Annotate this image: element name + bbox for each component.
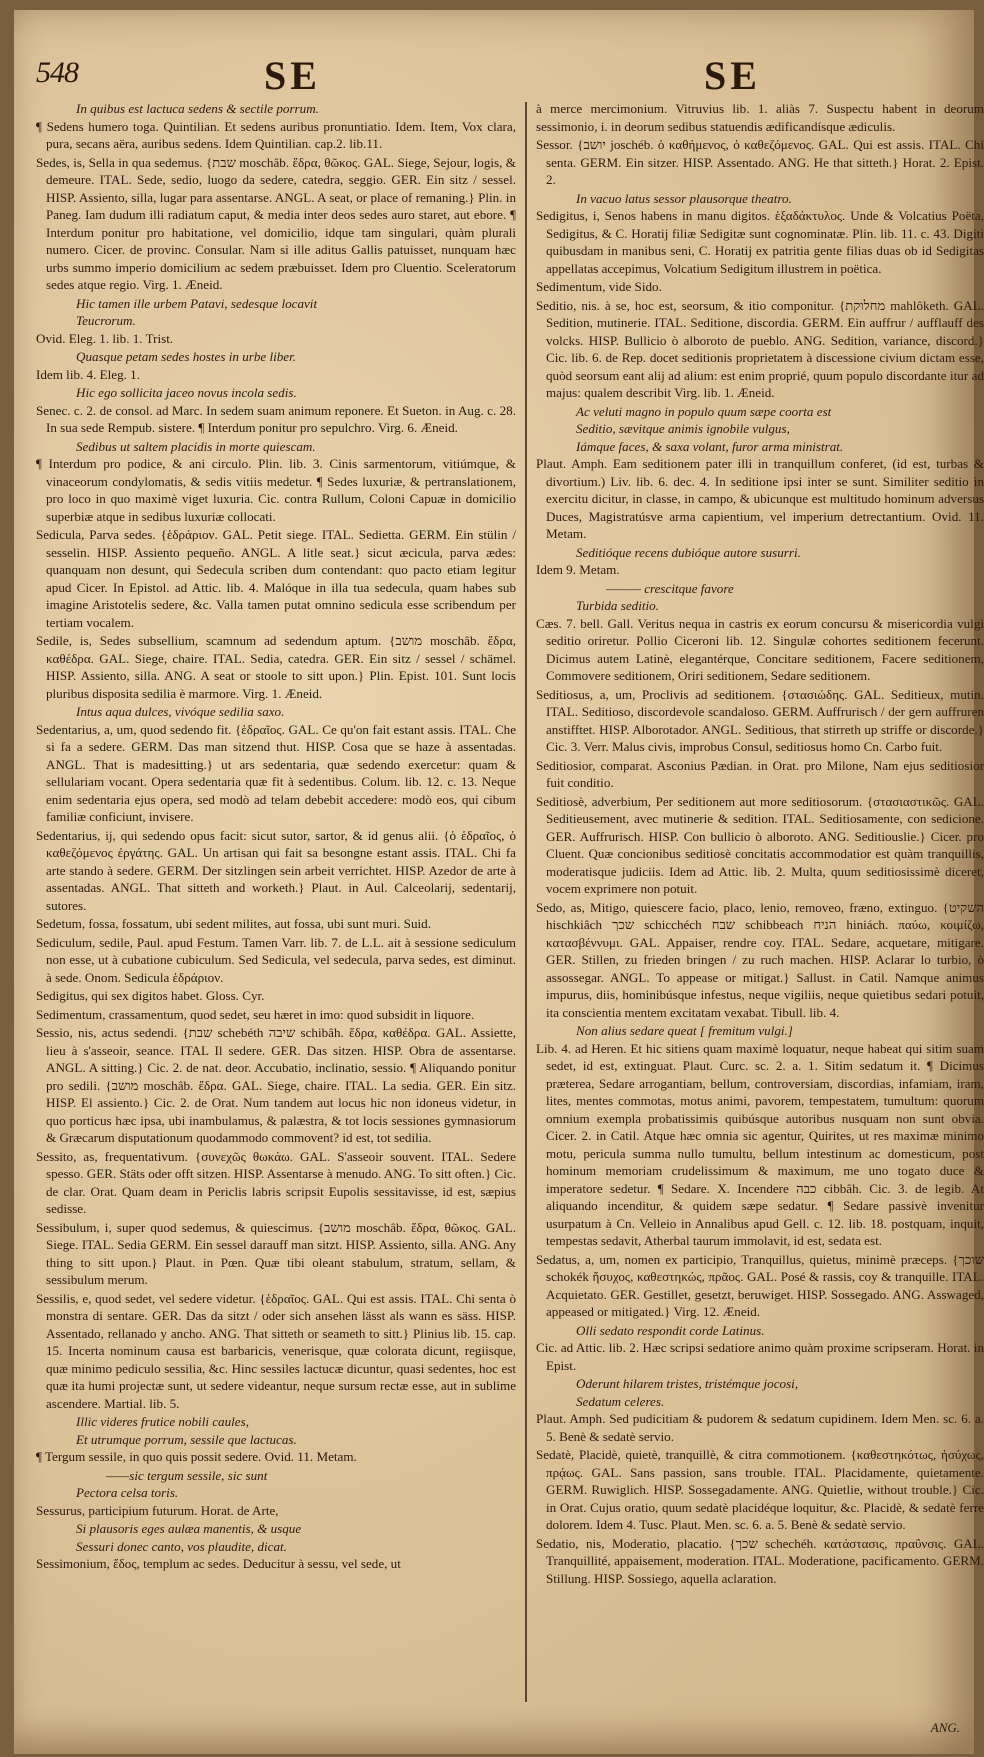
verse-quotation: Sedatum celeres. [576, 1393, 665, 1409]
dictionary-entry: Sedimentum, crassamentum, quod sedet, seu hæret in imo: quod subsidit in liquore. [36, 1006, 475, 1022]
dictionary-entry: ¶ Interdum pro podice, & ani circulo. Plin. lib. 3. Cinis sarmentorum, vitiúmque, & vinaceorum condylomatis, & sedis vitiis medetur. ¶ Sedes luxuriæ, & pertranslationem, pro loco in quo maximè viget luxuria. Cic. contra Rullum, Coloni Capuæ in domicilio superbiæ atque in sedibus luxuriæ collocati. [36, 456, 516, 524]
dictionary-entry: Idem lib. 4. Eleg. 1. [36, 366, 141, 382]
dictionary-entry: Sessibulum, i, super quod sedemus, & quiescimus. {מושב moschâb. ἕδρα, θῶκος. GAL. Siege. ITAL. Sedia GERM. Ein sessel darauff man sitzt. HISP. Assiento, silla. ANG. Any thing to sitt upon.} Plaut. in Pœn. Quæ tibi oleant stabulum, stratum, sellam, & sessibulum merum. [36, 1219, 517, 1287]
dictionary-entry: Seditio, nis. à se, hoc est, seorsum, & itio componitur. {מחלוקת mahlôketh. GAL. Sedition, mutinerie. ITAL. Seditione, discordia. GERM. Ein auffrur / aufflauff des volcks. HISP. Bullicio ò alboroto de pueblo. ANG. Sedition, variance, discord.} Cic. lib. 6. de Rep. docet seditionis proprietatem à discessione civium dictam esse, quòd seorsum eant alij ad alium: est enim proprié, quum populo discordante itur ad majus: qualem describit Virg. lib. 1. Æneid. [536, 297, 984, 400]
verse-quotation: Iámque faces, & saxa volant, furor arma ministrat. [576, 438, 844, 454]
verse-quotation: In quibus est lactuca sedens & sectile porrum. [76, 101, 319, 116]
dictionary-entry: Sedatio, nis, Moderatio, placatio. {שכך schechéh. κατάστασις, πραΰνσις. GAL. Tranquillité, appaisement, moderation. ITAL. Moderatione, pacificamento. GERM. Stillung. HISP. Sossiego, aquella aclaration. [536, 1535, 984, 1586]
dictionary-entry: Sedetum, fossa, fossatum, ubi sedent milites, aut fossa, ubi sunt muri. Suid. [36, 916, 431, 931]
dictionary-entry: Sediculum, sedile, Paul. apud Festum. Tamen Varr. lib. 7. de L.L. ait à sessione sediculum non esse, ut à cubatione cubiculum. Sed Sedicula, vel sedecula, parva sedes, est diminut. à sede. Onom. Sedicula ἑδράριον. [36, 934, 516, 985]
verse-quotation: Et utrumque porrum, sessile que lactucas. [76, 1431, 297, 1447]
dictionary-entry: Sedes, is, Sella in qua sedemus. {שבת moschâb. ἕδρα, θῶκος. GAL. Siege, Sejour, logis, & demeure. ITAL. Sede, sedio, luogo da sedere, catedra, seggio. GER. Ein sitz / sessel. HISP. Assiento, silla, lugar para assentarse. ANGL. A seat, or place of remaning.} Plin. in Paneg. Iam dudum illi radiatum caput, & media inter deos sedes auro staret, aut ebore. ¶ Interdum ponitur pro habitatione, vel domicilio, idque tam singulari, quàm plurali numero. Cicer. de provinc. Consular. Nam si ille aditus Gallis patuisset, nunquam hæc urbs summo imperio domicilium ac sedem præbuisset. Idem pro Cluentio. Sceleratorum sedes atque regio. Virg. 1. Æneid. [36, 154, 516, 292]
verse-quotation: Quasque petam sedes hostes in urbe liber. [76, 349, 297, 364]
dictionary-entry: Sedatè, Placidè, quietè, tranquillè, & citra commotionem. {καθεστηκότως, ἡσύχως, πρᾴως. GAL. Sans passion, sans trouble. ITAL. Placidamente, quietamente. GERM. Ruwiglich. HISP. Sossegadamente. ANG. Quietlie, without trouble.} Cic. in Orat. Cujus oratio, quum sedatè placidéque loquitur, &c. Placidè, & sedatè ferre dolorem. Idem 4. Tusc. Plaut. Men. sc. 6. a. 5. Benè & sedatè servio. [536, 1447, 984, 1532]
book-page [14, 10, 984, 1754]
dictionary-entry: Sessimonium, ἕδος, templum ac sedes. Deducitur à sessu, vel sede, ut [36, 1556, 401, 1571]
dictionary-entry: Senec. c. 2. de consol. ad Marc. In sedem suam animum reponere. Et Sueton. in Aug. c. 28. In sua sede Rempub. sistere. ¶ Interdum ponitur pro sepulchro. Virg. 6. Æneid. [36, 402, 516, 435]
dictionary-entry: Cæs. 7. bell. Gall. Veritus nequa in castris ex eorum concursu & misericordia vulgi seditio oriretur. Pollio Ciceroni lib. 12. Singulæ cohortes seditionem fecerunt. Dicimus autem Latinè, elegantérque, Concitare seditionem, Facere seditionem, Commovere seditionem, Oriri seditionem, Sedare seditionem. [536, 615, 984, 683]
right-column [536, 100, 984, 1588]
dictionary-entry: Cic. ad Attic. lib. 2. Hæc scripsi sedatiore animo quàm proxime scripseram. Horat. in Epist. [536, 1340, 984, 1373]
catchword: ANG. [930, 1720, 960, 1735]
dictionary-entry: Lib. 4. ad Heren. Et hic sitiens quam maximè loquatur, neque habeat qui sitim suam sedet, id est, extinguat. Plaut. Curc. sc. 2. a. 1. Sitim sedatum it. ¶ Dicimus præterea, Sedare arrogantiam, bellum, controversiam, discordias, infamiam, iram, lites, mentes commotas, motus animi, pavorem, tempestatem, tumultum: quorum omnium exempla probatissimis quibúsque autoribus nusquam non sunt obvia. Cicer. 2. in Catil. Atque hæc omnia sic agentur, Quirites, ut res maximæ minimo motu, pericula summa nullo tumultu, bellum intestinum ac domesticum, post hominum memoriam crudelissimum & maximum, me uno togato duce & imperatore sedetur. ¶ Sedare. X. Incendere כבה cibbâh. Cic. 3. de legib. At aliquando incenditur, & quidem sæpe sedatur. ¶ Sedare passivè invenitur usurpatum à Cn. Velleio in Annalibus apud Gell. c. 12. lib. 18. postquam, inquit, tempestas sedavit, Atherbal taurum immolavit, id est, sedata est. [536, 1040, 984, 1248]
verse-quotation: Illic videres frutice nobili caules, [76, 1414, 249, 1429]
running-head-left: SE [264, 53, 321, 98]
dictionary-entry: Seditiosè, adverbium, Per seditionem aut more seditiosorum. {στασιαστικῶς. GAL. Seditieusement, avec mutinerie & sedition. ITAL. Seditiosamente, con sedicione. GER. Auffrurisch. HISP. Con bullicio ò alboroto. ANG. Seditiouslie.} Cicer. pro Cluent. Quæ concionibus seditiosè concitatis accommodatior est quàm tranquillis, moderatisque judiciis. Idem ad Attic. lib. 2. Multa, quum seditiosissimè diceret, vocem exprimere non potuit. [536, 793, 984, 896]
dictionary-entry: Sessilis, e, quod sedet, vel sedere videtur. {ἑδραῖος. GAL. Qui est assis. ITAL. Chi senta ò monstra di sentare. GER. Das da sitzt / oder sich ansehen lässt als wann es säss. HISP. Assentado, rellanado y ancho. ANG. That sitteth or seameth to sitt.} Plinius lib. 15. cap. 15. Incerta nominum causa est barbaricis, venerisque, quæ colorata dicunt, regiisque, quæ minimo pediculo sessilia, &c. Hinc sessiles lactucæ dicuntur, quasi sedentes, hoc est quæ ita humi projectæ sunt, ut sedere videantur, neque sursum rectæ esse, aut in sublime ascendere. Martial. lib. 5. [36, 1290, 516, 1411]
verse-quotation: Hic tamen ille urbem Patavi, sedesque locavit [76, 295, 318, 311]
dictionary-entry: Sedentarius, a, um, quod sedendo fit. {ἑδραῖος. GAL. Ce qu'on fait estant assis. ITAL. Che si fa a sedere. GERM. Das man sitzend thut. HISP. Cosa que se haze à assentadas. ANGL. That is madesitting.} ut ars sedentaria, quæ sedendo exercetur: quam & sellulariam vocant. Opera sedentaria quæ fit à sedentibus. Colum. lib. 12. c. 13. Neque enim sedentaria ejus opera, sed modò ad telam debebit accedere: modò eos, qui cibum familiæ conficiunt, invisere. [36, 721, 516, 824]
verse-quotation: Intus aqua dulces, vivóque sedilia saxo. [76, 704, 285, 719]
dictionary-entry: Sedentarius, ij, qui sedendo opus facit: sicut sutor, sartor, & id genus alii. {ὁ ἑδραῖος, ὁ καθεζόμενος ἐργάτης. GAL. Un artisan qui fait sa besongne estant assis. ITAL. Chi fa arte stando à sedere. GERM. Der sitzlingen sein arbeit verrichtet. HISP. Azedor de arte à assentadas. ANGL. That sitteth and worketh.} Plaut. in Aul. Calceolarij, sedentarij, sutores. [36, 827, 516, 913]
dictionary-entry: Sedo, as, Mitigo, quiescere facio, placo, lenio, removeo, fræno, extinguo. {השקיט hischkiâch שכך schicchéch שבח schibbeach הניח hiniách. παύω, κοιμίζω, κατασβέννυμι. GAL. Appaiser, rendre coy. ITAL. Sedare, acquetare, mitigare. GER. Stillen, zu frieden bringen / zu ruch machen. HISP. Aclarar lo turbio, ò assossegar. ANGL. To appease or mitigat.} Sallust. in Catil. Namque animus impurus, diis, hominibúsque infestus, neque vigiliis, neque quietibus sedari potuit, ita conscientia mentem excitatam vexabat. Tibull. lib. 4. [536, 899, 984, 1020]
verse-quotation: Non alius sedare queat [ fremitum vulgi.] [576, 1023, 793, 1038]
verse-quotation: Oderunt hilarem tristes, tristémque jocosi, [576, 1376, 799, 1391]
page-number: 548 [36, 56, 78, 89]
running-head-right: SE [704, 53, 761, 98]
dictionary-entry: Plaut. Amph. Eam seditionem pater illi in tranquillum conferet, (id est, turbas & divortium.) Liv. lib. 6. dec. 4. In seditione ipsi inter se sunt. Similiter seditio in exercitu dicitur, in classe, in campo, & ubicunque est multitudo hominum adversus Duces, Magistratúsve arma capientium, vel imperium detrectantium. Ovid. 11. Metam. [536, 456, 984, 541]
dictionary-entry: Sedicula, Parva sedes. {ἑδράριον. GAL. Petit siege. ITAL. Sedietta. GERM. Ein stülin / sesselin. HISP. Assiento pequeño. ANGL. A litle seat.} sicut æcicula, parva ædes: quanquam non desunt, qui Sedecula scriben dum contendant: quo pacto etiam legitur apud Cicer. In Epistol. ad Attic. lib. 4. Malóque in illa tua sedecula, quam habes sub imagine Aristotelis sedere, &c. Valla tamen putat omnino sedicula esse scribendum per tertiam vocalem. [36, 527, 516, 630]
dictionary-entry: Ovid. Eleg. 1. lib. 1. Trist. [36, 330, 174, 346]
dictionary-entry: Plaut. Amph. Sed pudicitiam & pudorem & sedatum cupidinem. Idem Men. sc. 6. a. 5. Benè & sedatè servio. [536, 1411, 984, 1444]
dictionary-entry: Sessio, nis, actus sedendi. {שבת schebéth שיבה schibâh. ἕδρα, καθέδρα. GAL. Assiette, lieu à s'asseoir, seance. ITAL Il sedere. GER. Das sitzen. HISP. Obra de assentarse. ANGL. A sitting.} Cic. 2. de nat. deor. Accubatio, inclinatio, sessio. ¶ Aliquando ponitur pro sedili. {מושב moschâb. ἕδρα. GAL. Siege, chaire. ITAL. La sedia. GER. Ein sitz. HISP. El assiento.} Cic. 2. de Orat. Num tandem aut locus hic non idoneus videtur, in quo porticus hæc ipsa, ubi inambulamus, & palæstra, & tot locis sessiones gymnasiorum & Græcarum disputationum quodammodo commovent? id est, tot sedilia. [36, 1025, 517, 1145]
dictionary-entry: Sedimentum, vide Sido. [536, 279, 662, 294]
verse-quotation: In vacuo latus sessor plausorque theatro. [576, 190, 792, 206]
verse-quotation: Ac veluti magno in populo quum sæpe coorta est [576, 403, 832, 419]
verse-quotation: Hic ego sollicita jaceo novus incola sedis. [76, 385, 297, 400]
dictionary-entry: Idem 9. Metam. [536, 562, 620, 577]
entry-continuation: à merce mercimonium. Vitruvius lib. 1. aliàs 7. Suspectu habent in deorum sessimonio, i. in deorum sedibus statuendis ædificandísque ædiculis. [536, 101, 984, 134]
verse-quotation: ——— crescitque favore [606, 580, 734, 596]
dictionary-entry: Seditiosus, a, um, Proclivis ad seditionem. {στασιώδης. GAL. Seditieux, mutin. ITAL. Seditioso, discordevole scandaloso. GERM. Auffrurisch / der gern auffruren anstifftet. HISP. Alborotador. ANGL. Seditious, that stirreth up striffe or discorde.} Cic. 3. Verr. Malus civis, improbus Consul, seditiosus homo Cn. Carbo fuit. [536, 686, 984, 754]
verse-quotation: Seditióque recens dubióque autore susurri. [576, 544, 801, 560]
left-column [36, 100, 516, 1574]
dictionary-entry: Sedigitus, i, Senos habens in manu digitos. ἑξαδάκτυλος. Unde & Volcatius Poëta, Sedigitus, & C. Horatij filiæ Sedigitæ sunt cognominatæ. Plin. lib. 11. c. 43. Digiti quibusdam in manibus seni, C. Horatij ex patritia gente filias duas ob id Sedigitas appellatas accepimus, Volcatium Sedigitum illustrem in poëtica. [536, 208, 984, 276]
dictionary-entry: Sessito, as, frequentativum. {συνεχῶς θωκάω. GAL. S'asseoir souvent. ITAL. Sedere spesso. GER. Stäts oder offt sitzen. HISP. Assentarse à menudo. ANG. To sitt often.} Cic. de clar. Orat. Quam deam in Periclis labris scripsit Eupolis sessitavisse, id est, sæpius sedisse. [36, 1148, 516, 1216]
verse-quotation: Sessuri donec canto, vos plaudite, dicat. [76, 1538, 287, 1554]
verse-quotation: Si plausoris eges aulæa manentis, & usque [76, 1521, 302, 1536]
verse-quotation: Sedibus ut saltem placidis in morte quiescam. [76, 438, 316, 454]
verse-quotation: Pectora celsa toris. [76, 1485, 179, 1500]
column-rule [525, 102, 527, 1702]
dictionary-entry: Sedatus, a, um, nomen ex participio, Tranquillus, quietus, minimè præceps. {שוכך schokék ἥσυχος, καθεστηκώς, πρᾶος. GAL. Posé & rassis, coy & tranquille. ITAL. Acquietato. GER. Gestillet, gesetzt, beruwiget. HISP. Sossegado. ANG. Asswaged, appeased or mitigated.} Virg. 12. Æneid. [536, 1251, 984, 1319]
verse-quotation: Olli sedato respondit corde Latinus. [576, 1322, 765, 1338]
dictionary-entry: ¶ Sedens humero toga. Quintilian. Et sedens auribus pronuntiatio. Idem. Item, Vox clara, pura, secans aëra, auribus sedens. Idem Quintilian. cap.2. lib.11. [36, 118, 516, 151]
dictionary-entry: Sedile, is, Sedes subsellium, scamnum ad sedendum aptum. {מושב moschâb. ἕδρα, καθέδρα. GAL. Siege, chaire. ITAL. Sedia, catedra. GER. Ein sitz / sessel / schämel. HISP. Assiento, silla. ANG. A seat or stoole to sitt upon.} Plin. Epist. 101. Sunt locis pluribus disposita sedilia è marmore. Virg. 1. Æneid. [36, 633, 516, 701]
verse-quotation: Seditio, sævitque animis ignobile vulgus, [576, 421, 790, 436]
dictionary-entry: Sessor. {יושב joschéb. ὁ καθήμενος, ὁ καθεζόμενος. GAL. Qui est assis. ITAL. Chi senta. GERM. Ein sitzer. HISP. Assentado. ANG. He that sitteth.} Horat. 2. Epist. 2. [536, 137, 984, 187]
verse-quotation: ——sic tergum sessile, sic sunt [106, 1467, 268, 1483]
dictionary-entry: Seditiosior, comparat. Asconius Pædian. in Orat. pro Milone, Nam ejus seditiosior fuit conditio. [536, 757, 984, 790]
dictionary-entry: Sessurus, participium futurum. Horat. de Arte, [36, 1502, 279, 1518]
dictionary-entry: ¶ Tergum sessile, in quo quis possit sedere. Ovid. 11. Metam. [36, 1449, 357, 1464]
verse-quotation: Teucrorum. [76, 313, 136, 328]
verse-quotation: Turbida seditio. [576, 598, 659, 613]
dictionary-entry: Sedigitus, qui sex digitos habet. Gloss. Cyr. [36, 988, 265, 1003]
